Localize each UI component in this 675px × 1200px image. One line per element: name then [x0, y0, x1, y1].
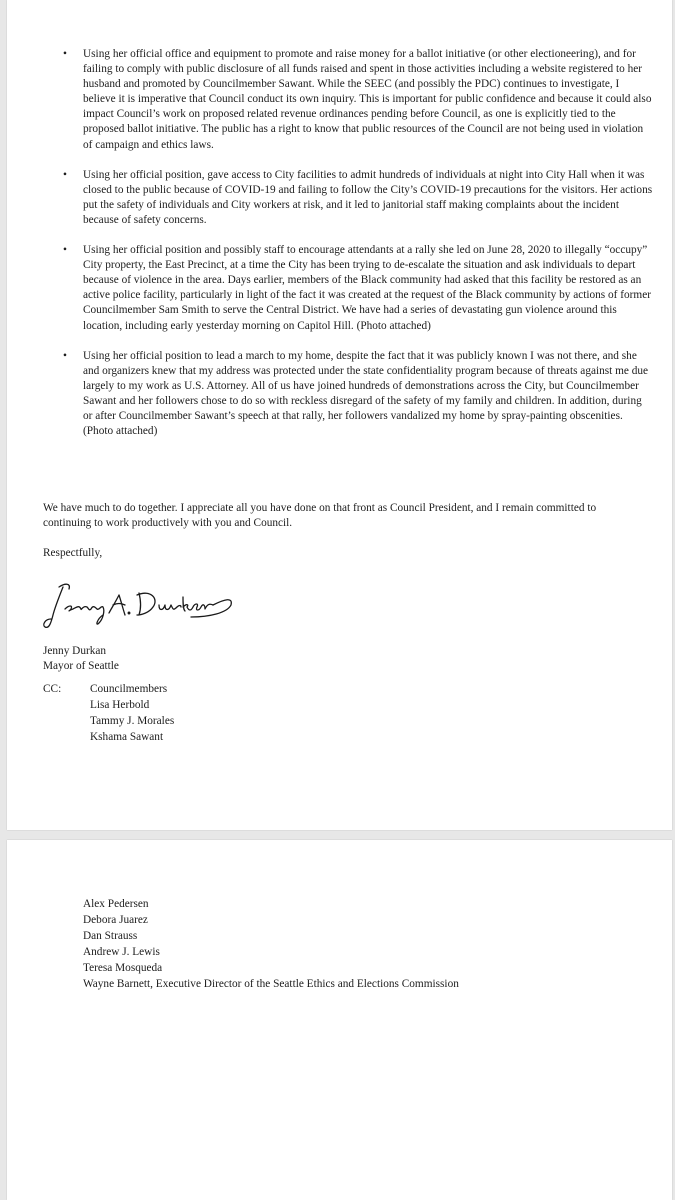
cc-item: Andrew J. Lewis — [83, 946, 160, 958]
valediction: Respectfully, — [43, 547, 103, 559]
cc-item: Councilmembers — [90, 683, 168, 695]
bullet-text: Using her official position and possibly staff to encourage attendants at a rally she led on June 28, 2020 to illegally “occupy” City property, the East Precinct, at a time the City has been trying to de-escalate the situation and ask individuals to depart because of violence in the area. Days earlier, members of the Black community had asked that this facility be restored as an active police facility, particularly in light of the fact it was created at the request of the Black community by actions of former Councilmember Sam Smith to serve the Central District. We have had a series of devastating gun violence around this location, including early yesterday morning on Capitol Hill. (Photo attached) — [83, 244, 651, 332]
cc-item: Alex Pedersen — [83, 898, 149, 910]
bullet-icon: • — [63, 48, 67, 60]
signature-image — [41, 575, 241, 635]
cc-list — [90, 682, 174, 746]
cc-item: Dan Strauss — [83, 930, 138, 942]
cc-item: Lisa Herbold — [90, 699, 150, 711]
bullet-icon: • — [63, 349, 67, 362]
cc-item: Kshama Sawant — [90, 731, 164, 743]
letter-page-1 — [7, 0, 672, 830]
cc-item: Tammy J. Morales — [90, 715, 175, 727]
cc-item: Debora Juarez — [83, 914, 148, 926]
allegation-list — [63, 47, 653, 454]
cc-label: CC: — [43, 683, 62, 695]
closing-paragraph: We have much to do together. I appreciate all you have done on that front as Council President, and I remain committed to continuing to work productively with you and Council. — [43, 502, 597, 530]
signer-name: Jenny Durkan — [43, 645, 107, 657]
cc-item: Teresa Mosqueda — [83, 962, 163, 974]
bullet-icon: • — [63, 168, 67, 181]
cc-item: Wayne Barnett, Executive Director of the Seattle Ethics and Elections Commission — [83, 978, 459, 990]
bullet-text: Using her official position, gave access to City facilities to admit hundreds of individuals at night into City Hall when it was closed to the public because of COVID-19 and failing to follow the City’s COVID-19 precautions for the visitors. Her actions put the safety of individuals and City workers at risk, and it led to janitorial staff making complaints about the incident because of safety concerns. — [83, 168, 653, 226]
bullet-text: Using her official position to lead a march to my home, despite the fact that it was publicly known I was not there, and she and organizers knew that my address was protected under the state confidentiality program because of threats against me due largely to my work as U.S. Attorney. All of us have joined hundreds of demonstrations across the City, but Councilmember Sawant and her followers chose to do so with reckless disregard of the safety of my family and children. In addition, during or after Councilmember Sawant’s speech at that rally, her followers vandalized my home by spray-painting obscenities. (Photo attached) — [83, 349, 649, 438]
signer-title: Mayor of Seattle — [43, 660, 119, 672]
bullet-text: Using her official office and equipment to promote and raise money for a ballot initiative (or other electioneering), and for failing to comply with public disclosure of all funds raised and spent in those activities including a website registered to her husband and promoted by Councilmember Sawant. While the SEEC (and possibly the PDC) continues to investigate, I believe it is imperative that Council conduct its own inquiry. This is important for public confidence and because it could also impact Council’s work on proposed related revenue ordinances pending before Council, as one is explicitly tied to the proposed ballot initiative. The public has a right to know that public resources of the Council are not being used in violation of campaign and ethics laws. — [83, 48, 652, 151]
list-item — [63, 243, 653, 334]
cc-continued-list — [83, 897, 459, 993]
list-item — [63, 168, 653, 228]
list-item — [63, 349, 653, 440]
list-item — [63, 47, 653, 153]
letter-page-2 — [7, 840, 672, 1200]
bullet-icon: • — [63, 244, 67, 257]
